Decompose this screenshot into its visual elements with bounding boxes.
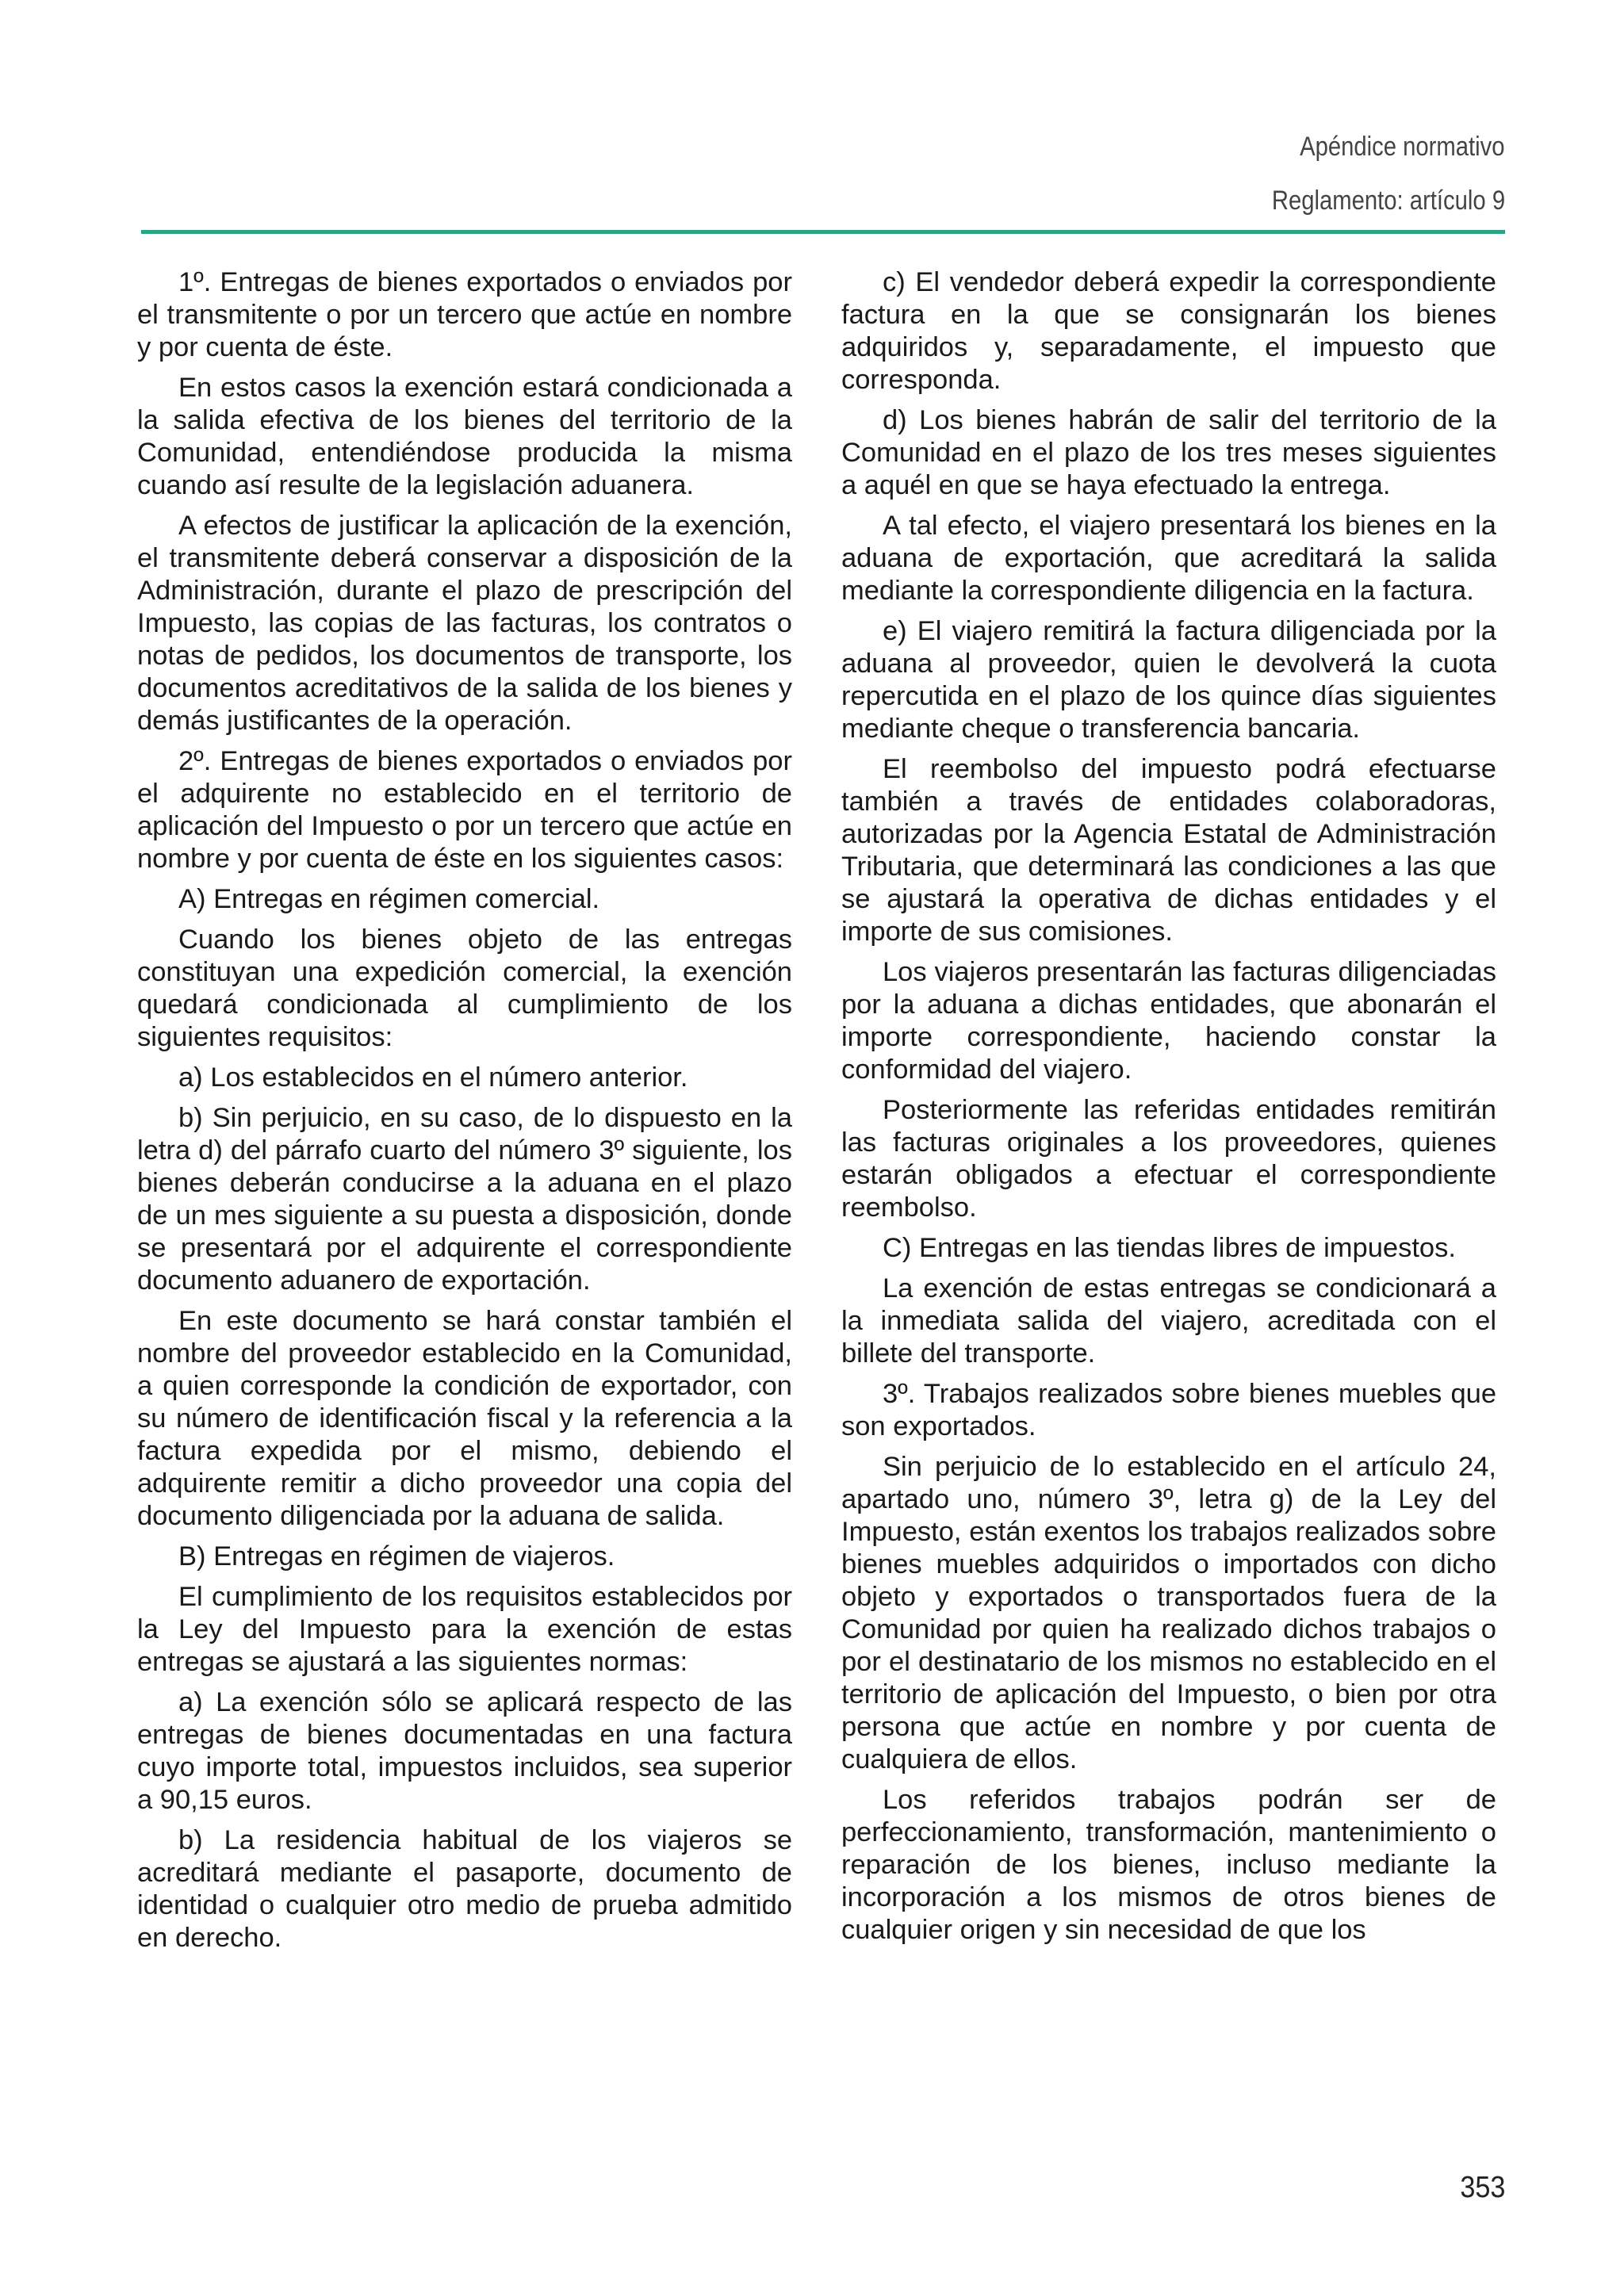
paragraph: En estos casos la exención estará condicionada a la salida efectiva de los bienes del territorio de la Comunidad, entendiéndose producida la misma cuando así resulte de la legislación aduanera. (137, 373, 792, 500)
paragraph: a) Los establecidos en el número anterior. (178, 1062, 688, 1093)
page-header (141, 0, 1505, 238)
paragraph: El cumplimiento de los requisitos establecidos por la Ley del Impuesto para la exención de estas entregas se ajustará a las siguientes normas: (137, 1582, 792, 1677)
paragraph: C) Entregas en las tiendas libres de impuestos. (883, 1233, 1456, 1263)
paragraph: B) Entregas en régimen de viajeros. (178, 1541, 615, 1571)
left-text-column (137, 266, 792, 1962)
paragraph: c) El vendedor deberá expedir la correspondiente factura en la que se consignarán los bienes adquiridos y, separadamente, el impuesto que corresponda. (841, 267, 1496, 395)
paragraph: Los viajeros presentarán las facturas diligenciadas por la aduana a dichas entidades, que abonarán el importe correspondiente, haciendo constar la conformidad del viajero. (841, 957, 1496, 1085)
paragraph: a) La exención sólo se aplicará respecto de las entregas de bienes documentadas en una factura cuyo importe total, impuestos incluidos, sea superior a 90,15 euros. (137, 1687, 792, 1815)
page-number: 353 (1459, 2171, 1505, 2204)
paragraph: e) El viajero remitirá la factura diligenciada por la aduana al proveedor, quien le devolverá la cuota repercutida en el plazo de los quince días siguientes mediante cheque o transferencia bancaria. (841, 616, 1496, 744)
paragraph: La exención de estas entregas se condicionará a la inmediata salida del viajero, acreditada con el billete del transporte. (841, 1273, 1496, 1369)
paragraph: 1º. Entregas de bienes exportados o enviados por el transmitente o por un tercero que actúe en nombre y por cuenta de éste. (137, 267, 792, 362)
paragraph: Sin perjuicio de lo establecido en el artículo 24, apartado uno, número 3º, letra g) de la Ley del Impuesto, están exentos los trabajos realizados sobre bienes muebles adquiridos o importados con dicho objeto y exportados o transportados fuera de la Comunidad por quien ha realizado dichos trabajos o por el destinatario de los mismos no establecido en el territorio de aplicación del Impuesto, o bien por otra persona que actúe en nombre y por cuenta de cualquiera de ellos. (841, 1452, 1496, 1774)
paragraph: En este documento se hará constar también el nombre del proveedor establecido en la Comunidad, a quien corresponde la condición de exportador, con su número de identificación fiscal y la referencia a la factura expedida por el mismo, debiendo el adquirente remitir a dicho proveedor una copia del documento diligenciada por la aduana de salida. (137, 1306, 792, 1531)
paragraph: Posteriormente las referidas entidades remitirán las facturas originales a los proveedores, quienes estarán obligados a efectuar el correspondiente reembolso. (841, 1095, 1496, 1223)
paragraph: b) Sin perjuicio, en su caso, de lo dispuesto en la letra d) del párrafo cuarto del número 3º siguiente, los bienes deberán conducirse a la aduana en el plazo de un mes siguiente a su puesta a disposición, donde se presentará por el adquirente el correspondiente documento aduanero de exportación. (137, 1103, 792, 1296)
paragraph: 3º. Trabajos realizados sobre bienes muebles que son exportados. (841, 1379, 1496, 1441)
paragraph: b) La residencia habitual de los viajeros se acreditará mediante el pasaporte, documento de identidad o cualquier otro medio de prueba admitido en derecho. (137, 1825, 792, 1953)
paragraph: d) Los bienes habrán de salir del territorio de la Comunidad en el plazo de los tres meses siguientes a aquél en que se haya efectuado la entrega. (841, 405, 1496, 500)
paragraph: Cuando los bienes objeto de las entregas constituyan una expedición comercial, la exención quedará condicionada al cumplimiento de los siguientes requisitos: (137, 924, 792, 1052)
header-subsection-title: Reglamento: artículo 9 (1271, 186, 1505, 216)
paragraph: A) Entregas en régimen comercial. (178, 884, 600, 914)
right-text-column (841, 266, 1496, 1954)
header-section-title: Apéndice normativo (1300, 132, 1505, 162)
paragraph: A tal efecto, el viajero presentará los bienes en la aduana de exportación, que acreditará la salida mediante la correspondiente diligencia en la factura. (841, 511, 1496, 606)
paragraph: El reembolso del impuesto podrá efectuarse también a través de entidades colaboradoras, autorizadas por la Agencia Estatal de Administración Tributaria, que determinará las condiciones a las que se ajustará la operativa de dichas entidades y el importe de sus comisiones. (841, 754, 1496, 947)
paragraph: A efectos de justificar la aplicación de la exención, el transmitente deberá conservar a disposición de la Administración, durante el plazo de prescripción del Impuesto, las copias de las facturas, los contratos o notas de pedidos, los documentos de transporte, los documentos acreditativos de la salida de los bienes y demás justificantes de la operación. (137, 511, 792, 736)
header-divider (141, 230, 1505, 234)
paragraph: Los referidos trabajos podrán ser de perfeccionamiento, transformación, mantenimiento o reparación de los bienes, incluso mediante la incorporación a los mismos de otros bienes de cualquier origen y sin necesidad de que los (841, 1785, 1496, 1945)
paragraph: 2º. Entregas de bienes exportados o enviados por el adquirente no establecido en el territorio de aplicación del Impuesto o por un tercero que actúe en nombre y por cuenta de éste en los siguientes casos: (137, 746, 792, 874)
